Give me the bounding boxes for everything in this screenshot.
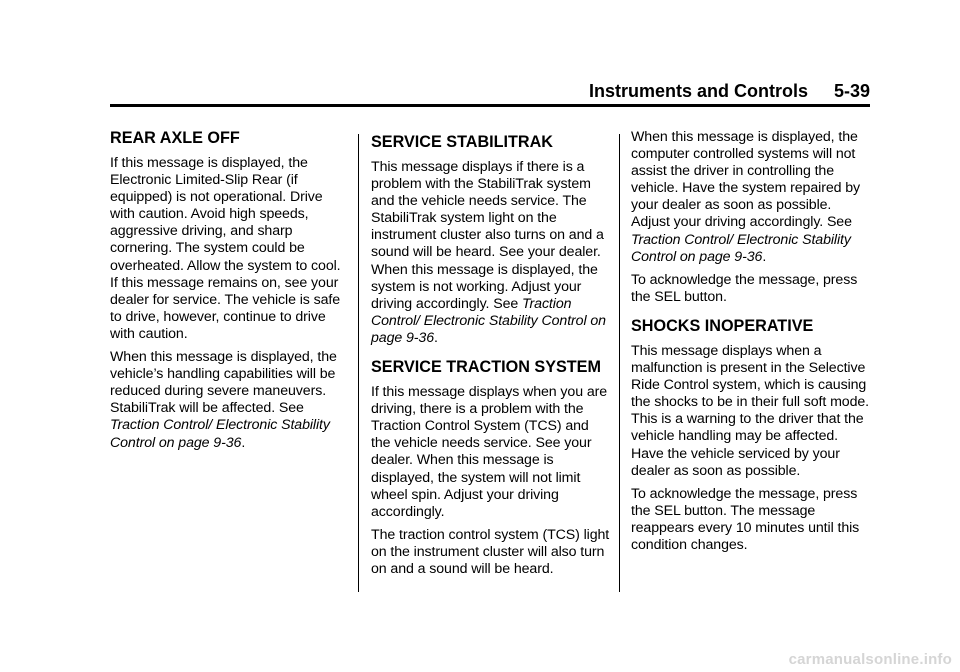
paragraph-text: . — [241, 434, 246, 451]
paragraph-text: . — [434, 329, 438, 346]
heading-rear-axle-off: REAR AXLE OFF — [110, 129, 240, 147]
paragraph: To acknowledge the message, press the SEL button. The message reappears every 10 minutes until this condition changes. — [631, 485, 860, 553]
paragraph: If this message displays when you are driving, there is a problem with the Traction Control System (TCS) and the vehicle needs service. See your dealer. When this message is displayed, the system will not limit wheel spin. Adjust your driving accordingly. — [371, 384, 608, 520]
watermark: carmanualsonline.info — [788, 651, 952, 668]
column-divider — [619, 134, 620, 592]
paragraph — [631, 129, 871, 266]
header-rule — [110, 104, 870, 107]
column-1 — [110, 128, 350, 458]
paragraph — [371, 159, 611, 347]
paragraph: The traction control system (TCS) light on the instrument cluster will also turn on and a sound will be heard. — [371, 526, 610, 577]
paragraph-text: When this message is displayed, the computer controlled systems will not assist the driver in controlling the vehicle. Have the system repaired by your dealer as soon as possible. Adjust your driving accordingly. See — [631, 129, 861, 231]
column-3 — [631, 129, 871, 560]
heading-shocks-inoperative: SHOCKS INOPERATIVE — [631, 316, 814, 335]
section-title: Instruments and Controls — [588, 81, 808, 101]
paragraph: This message displays when a malfunction is present in the Selective Ride Control system, which is causing the shocks to be in their full soft mode. This is a warning to the driver that the vehicle handling may be affected. Have the vehicle serviced by your dealer as soon as possible. — [631, 342, 870, 479]
heading-service-traction-system: SERVICE TRACTION SYSTEM — [371, 358, 601, 377]
paragraph: If this message is displayed, the Electronic Limited-Slip Rear (if equipped) is not operational. Drive with caution. Avoid high speeds, aggressive driving, and sharp cornering. The system could be overheated. Allow the system to cool. If this message remains on, see your dealer for service. The vehicle is safe to drive, however, continue to drive with caution. — [110, 155, 341, 342]
cross-reference-link[interactable]: Traction Control/ Electronic Stability Control on page 9-36 — [371, 295, 606, 346]
paragraph-text: . — [762, 248, 767, 265]
paragraph-text: This message displays if there is a problem with the StabiliTrak system and the vehicle needs service. The StabiliTrak system light on the instrument cluster also turns on and a sound will be heard. See your dealer. When this message is displayed, the system is not working. Adjust your driving accordingly. See — [371, 159, 604, 312]
paragraph: To acknowledge the message, press the SEL button. — [631, 271, 858, 305]
paragraph-text: When this message is displayed, the vehicle’s handling capabilities will be reduced during severe maneuvers. StabiliTrak will be affected. See — [110, 349, 337, 417]
cross-reference-link[interactable]: Traction Control/ Electronic Stability Control on page 9-36 — [631, 231, 851, 265]
running-header — [0, 80, 870, 102]
cross-reference-link[interactable]: Traction Control/ Electronic Stability Control on page 9-36 — [110, 417, 330, 451]
paragraph — [110, 349, 350, 452]
column-2 — [371, 132, 611, 584]
page-number: 5-39 — [833, 81, 870, 101]
column-divider — [358, 134, 359, 592]
heading-service-stabilitrak: SERVICE STABILITRAK — [371, 133, 553, 151]
